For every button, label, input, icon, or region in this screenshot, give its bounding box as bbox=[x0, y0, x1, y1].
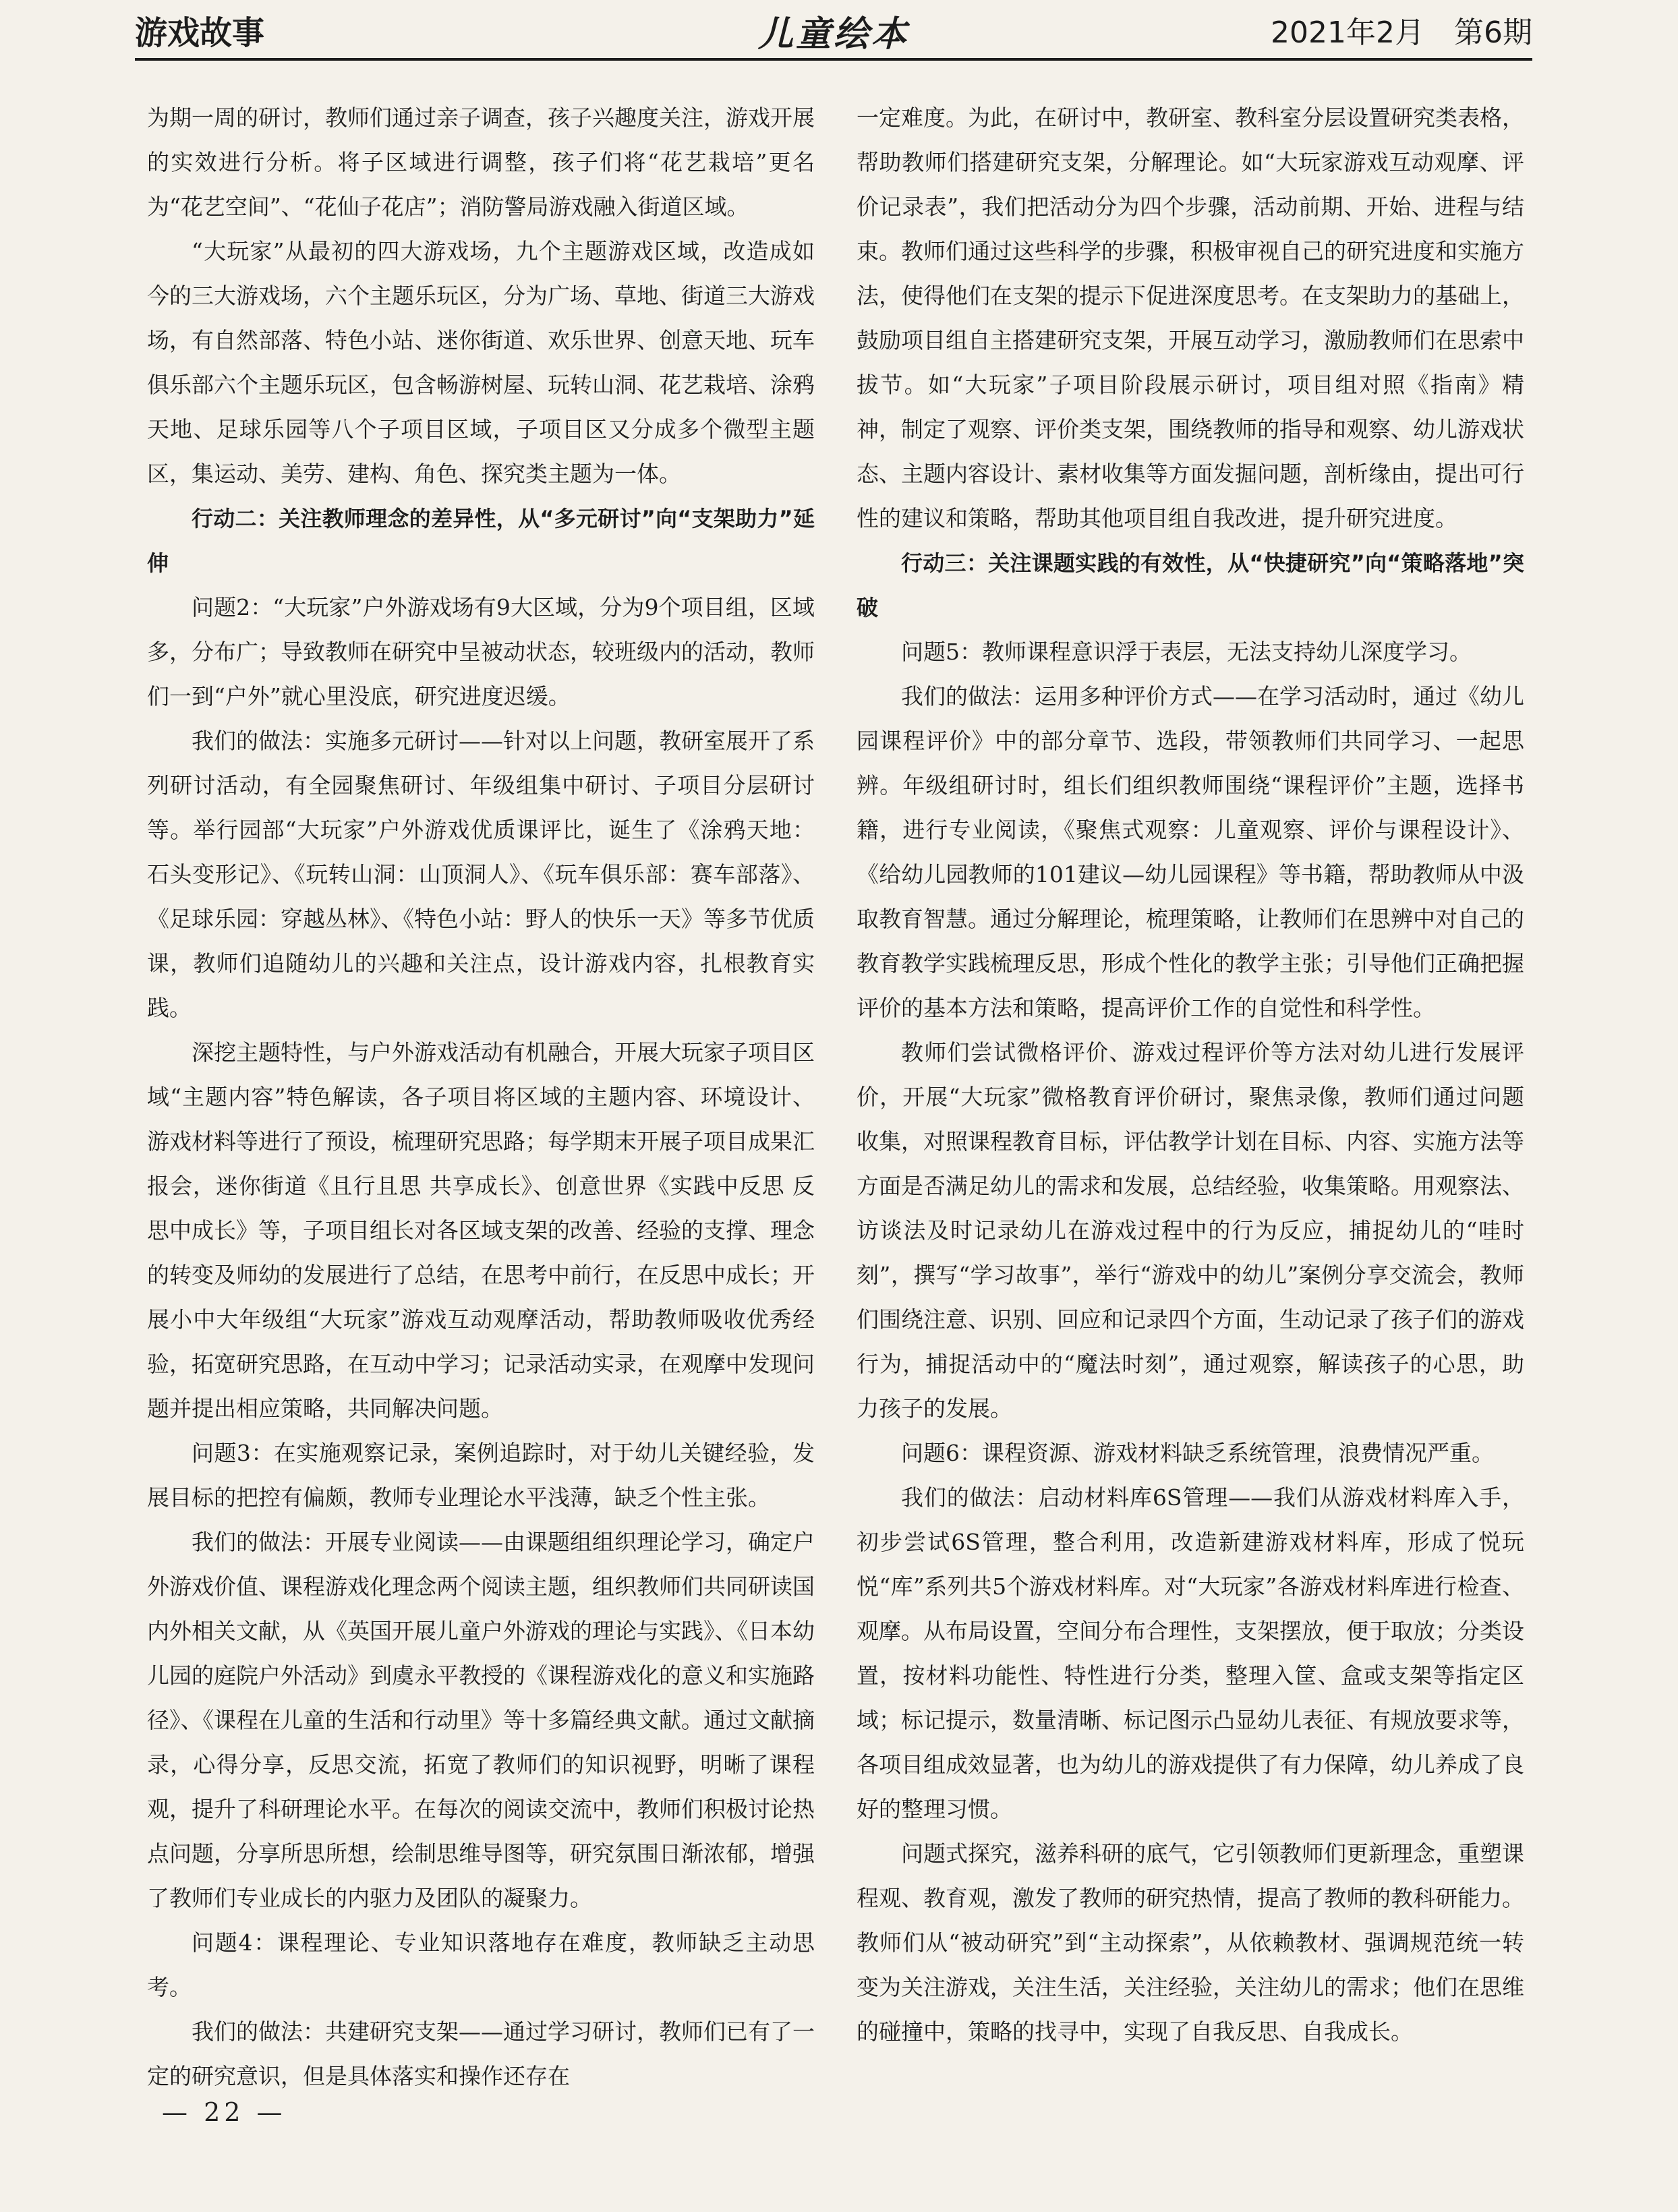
article-body bbox=[147, 96, 1524, 2089]
paragraph: 为期一周的研讨，教师们通过亲子调查，孩子兴趣度关注，游戏开展的实效进行分析。将子区域进行调整，孩子们将“花艺栽培”更名为“花艺空间”、“花仙子花店”；消防警局游戏融入街道区域。 bbox=[147, 105, 815, 220]
header-rule bbox=[135, 58, 1532, 61]
paragraph: “大玩家”从最初的四大游戏场，九个主题游戏区域，改造成如今的三大游戏场，六个主题乐玩区，分为广场、草地、街道三大游戏场，有自然部落、特色小站、迷你街道、欢乐世界、创意天地、玩车俱乐部六个主题乐玩区，包含畅游树屋、玩转山洞、花艺栽培、涂鸦天地、足球乐园等八个子项目区域，子项目区又分成多个微型主题区，集运动、美劳、建构、角色、探究类主题为一体。 bbox=[147, 238, 815, 487]
paragraph: 问题2：“大玩家”户外游戏场有9大区域，分为9个项目组，区域多，分布广；导致教师在研究中呈被动状态，较班级内的活动，教师们一到“户外”就心里没底，研究进度迟缓。 bbox=[147, 594, 815, 709]
paragraph: 深挖主题特性，与户外游戏活动有机融合，开展大玩家子项目区域“主题内容”特色解读，各子项目将区域的主题内容、环境设计、游戏材料等进行了预设，梳理研究思路；每学期末开展子项目成果汇报会，迷你街道《且行且思 共享成长》、创意世界《实践中反思 反思中成长》等，子项目组长对各区域支架的改善、经验的支撑、理念的转变及师幼的发展进行了总结，在思考中前行，在反思中成长；开展小中大年级组“大玩家”游戏互动观摩活动，帮助教师吸收优秀经验，拓宽研究思路，在互动中学习；记录活动实录，在观摩中发现问题并提出相应策略，共同解决问题。 bbox=[147, 1039, 815, 1422]
section-heading: 行动二：关注教师理念的差异性，从“多元研讨”向“支架助力”延伸 bbox=[147, 506, 815, 576]
paragraph: 我们的做法：共建研究支架——通过学习研讨，教师们已有了一定的研究意识，但是具体落实和操作还存在 bbox=[147, 2018, 815, 2089]
paragraph: 问题4：课程理论、专业知识落地存在难度，教师缺乏主动思考。 bbox=[147, 1929, 815, 2000]
paragraph: 问题5：教师课程意识浮于表层，无法支持幼儿深度学习。 bbox=[901, 639, 1472, 665]
paragraph: 我们的做法：启动材料库6S管理——我们从游戏材料库入手，初步尝试6S管理，整合利用，改造新建游戏材料库，形成了悦玩悦“库”系列共5个游戏材料库。对“大玩家”各游戏材料库进行检查、观摩。从布局设置，空间分布合理性，支架摆放，便于取放；分类设置，按材料功能性、特性进行分类，整理入筐、盒或支架等指定区域；标记提示，数量清晰、标记图示凸显幼儿表征、有规放要求等，各项目组成效显著，也为幼儿的游戏提供了有力保障，幼儿养成了良好的整理习惯。 bbox=[857, 1484, 1524, 1822]
issue-info: 2021年2月 第6期 bbox=[1271, 16, 1532, 50]
paragraph: 教师们尝试微格评价、游戏过程评价等方法对幼儿进行发展评价，开展“大玩家”微格教育评价研讨，聚焦录像，教师们通过问题收集，对照课程教育目标，评估教学计划在目标、内容、实施方法等方面是否满足幼儿的需求和发展，总结经验，收集策略。用观察法、访谈法及时记录幼儿在游戏过程中的行为反应，捕捉幼儿的“哇时刻”，撰写“学习故事”，举行“游戏中的幼儿”案例分享交流会，教师们围绕注意、识别、回应和记录四个方面，生动记录了孩子们的游戏行为，捕捉活动中的“魔法时刻”，通过观察，解读孩子的心思，助力孩子的发展。 bbox=[857, 1039, 1524, 1422]
section-heading: 行动三：关注课题实践的有效性，从“快捷研究”向“策略落地”突破 bbox=[857, 550, 1524, 620]
page-header bbox=[135, 0, 1532, 65]
journal-title: 儿童绘本 bbox=[757, 14, 909, 55]
paragraph: 一定难度。为此，在研讨中，教研室、教科室分层设置研究类表格，帮助教师们搭建研究支架，分解理论。如“大玩家游戏互动观摩、评价记录表”，我们把活动分为四个步骤，活动前期、开始、进程与结束。教师们通过这些科学的步骤，积极审视自己的研究进度和实施方法，使得他们在支架的提示下促进深度思考。在支架助力的基础上，鼓励项目组自主搭建研究支架，开展互动学习，激励教师们在思索中拔节。如“大玩家”子项目阶段展示研讨，项目组对照《指南》精神，制定了观察、评价类支架，围绕教师的指导和观察、幼儿游戏状态、主题内容设计、素材收集等方面发掘问题，剖析缘由，提出可行性的建议和策略，帮助其他项目组自我改进，提升研究进度。 bbox=[857, 105, 1524, 531]
left-column bbox=[147, 96, 815, 2089]
paragraph: 我们的做法：实施多元研讨——针对以上问题，教研室展开了系列研讨活动，有全园聚焦研讨、年级组集中研讨、子项目分层研讨等。举行园部“大玩家”户外游戏优质课评比，诞生了《涂鸦天地：石头变形记》、《玩转山洞：山顶洞人》、《玩车俱乐部：赛车部落》、《足球乐园：穿越丛林》、《特色小站：野人的快乐一天》等多节优质课，教师们追随幼儿的兴趣和关注点，设计游戏内容，扎根教育实践。 bbox=[147, 728, 815, 1021]
page-number: — 22 — bbox=[162, 2097, 287, 2127]
paragraph: 我们的做法：开展专业阅读——由课题组组织理论学习，确定户外游戏价值、课程游戏化理念两个阅读主题，组织教师们共同研读国内外相关文献，从《英国开展儿童户外游戏的理论与实践》、《日本幼儿园的庭院户外活动》到虞永平教授的《课程游戏化的意义和实施路径》、《课程在儿童的生活和行动里》等十多篇经典文献。通过文献摘录，心得分享，反思交流，拓宽了教师们的知识视野，明晰了课程观，提升了科研理论水平。在每次的阅读交流中，教师们积极讨论热点问题，分享所思所想，绘制思维导图等，研究氛围日渐浓郁，增强了教师们专业成长的内驱力及团队的凝聚力。 bbox=[147, 1529, 815, 1911]
paragraph: 问题式探究，滋养科研的底气，它引领教师们更新理念，重塑课程观、教育观，激发了教师的研究热情，提高了教师的教科研能力。教师们从“被动研究”到“主动探索”，从依赖教材、强调规范统一转变为关注游戏，关注生活，关注经验，关注幼儿的需求；他们在思维的碰撞中，策略的找寻中，实现了自我反思、自我成长。 bbox=[857, 1840, 1524, 2045]
paragraph: 问题3：在实施观察记录，案例追踪时，对于幼儿关键经验，发展目标的把控有偏颇，教师专业理论水平浅薄，缺乏个性主张。 bbox=[147, 1440, 815, 1511]
right-column bbox=[857, 96, 1524, 2051]
paragraph: 问题6：课程资源、游戏材料缺乏系统管理，浪费情况严重。 bbox=[901, 1440, 1494, 1466]
section-title: 游戏故事 bbox=[135, 14, 265, 52]
paragraph: 我们的做法：运用多种评价方式——在学习活动时，通过《幼儿园课程评价》中的部分章节、选段，带领教师们共同学习、一起思辨。年级组研讨时，组长们组织教师围绕“课程评价”主题，选择书籍，进行专业阅读，《聚焦式观察：儿童观察、评价与课程设计》、《给幼儿园教师的101建议—幼儿园课程》等书籍，帮助教师从中汲取教育智慧。通过分解理论，梳理策略，让教师们在思辨中对自己的教育教学实践梳理反思，形成个性化的教学主张；引导他们正确把握评价的基本方法和策略，提高评价工作的自觉性和科学性。 bbox=[857, 683, 1524, 1021]
